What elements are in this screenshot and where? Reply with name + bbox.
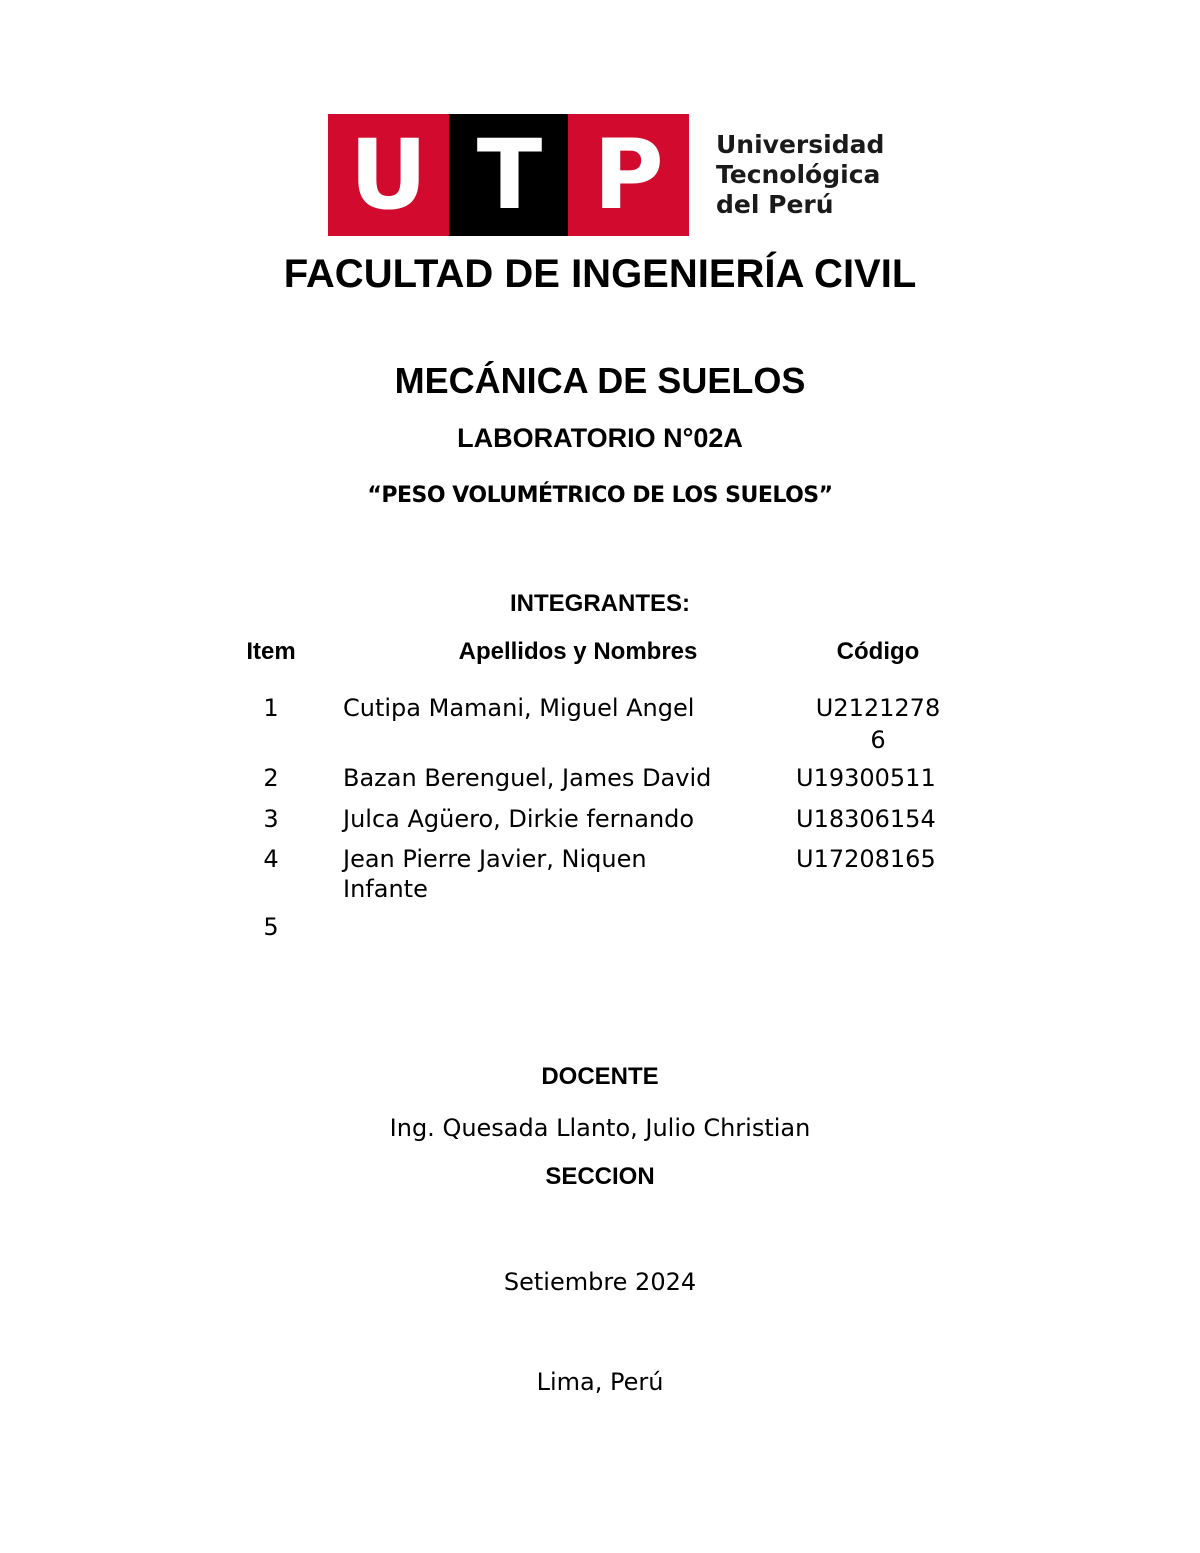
- course-title: MECÁNICA DE SUELOS: [394, 360, 806, 401]
- row-name: Julca Agüero, Dirkie fernando: [343, 805, 695, 833]
- teacher-heading: DOCENTE: [541, 1063, 659, 1090]
- logo-line-1: Universidad: [716, 130, 885, 159]
- row-name: Cutipa Mamani, Miguel Angel: [343, 694, 695, 722]
- lab-number: LABORATORIO N°02A: [457, 423, 743, 453]
- document-place: Lima, Perú: [536, 1368, 664, 1396]
- logo-letter-t: T: [476, 119, 543, 231]
- column-header-item: Item: [246, 638, 296, 665]
- logo-line-3: del Perú: [716, 190, 834, 219]
- document-date: Setiembre 2024: [503, 1268, 697, 1296]
- row-code: U18306154: [796, 805, 936, 833]
- lab-topic: “PESO VOLUMÉTRICO DE LOS SUELOS”: [367, 483, 833, 508]
- row-name-line-2: Infante: [343, 875, 428, 903]
- row-code: U19300511: [796, 764, 936, 792]
- logo-wordmark: [716, 130, 884, 220]
- row-name: Bazan Berenguel, James David: [343, 764, 712, 792]
- row-code-line-1: U2121278: [815, 694, 941, 722]
- logo-letter-u: U: [349, 119, 428, 231]
- row-item: 2: [263, 764, 279, 792]
- section-heading: SECCION: [545, 1163, 655, 1190]
- row-code: U17208165: [796, 845, 936, 873]
- members-heading: INTEGRANTES:: [510, 590, 690, 617]
- utp-logo: [328, 114, 888, 236]
- row-item: 4: [263, 845, 279, 873]
- logo-line-2: Tecnológica: [716, 160, 881, 189]
- row-item: 1: [263, 694, 279, 722]
- row-code-line-2: 6: [870, 726, 886, 754]
- row-item: 5: [263, 913, 279, 941]
- teacher-name: Ing. Quesada Llanto, Julio Christian: [389, 1114, 811, 1142]
- column-header-name: Apellidos y Nombres: [458, 638, 698, 665]
- row-name-line-1: Jean Pierre Javier, Niquen: [343, 845, 647, 873]
- row-item: 3: [263, 805, 279, 833]
- faculty-title: FACULTAD DE INGENIERÍA CIVIL: [283, 252, 917, 296]
- logo-letter-p: P: [593, 119, 664, 231]
- column-header-code: Código: [836, 638, 920, 665]
